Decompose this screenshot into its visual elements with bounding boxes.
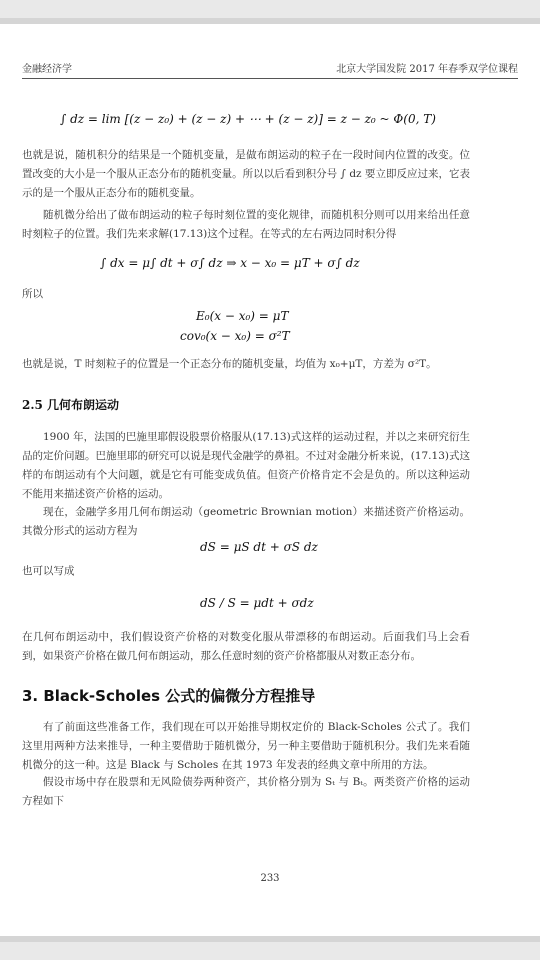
paragraph-6: 现在，金融学多用几何布朗运动（geometric Brownian motion）来描述资产价格运动。其微分形式的运动方程为 xyxy=(22,506,470,537)
header-left: 金融经济学 xyxy=(22,64,72,75)
equation-3b: cov₀(x − x₀) = σ²T xyxy=(180,329,290,343)
equation-3a: E₀(x − x₀) = μT xyxy=(196,309,289,323)
running-header xyxy=(22,60,518,79)
equation-1: ∫ dz = lim [(z − z₀) + (z − z) + ⋯ + (z − z)] = z − z₀ ~ Φ(0, T) xyxy=(60,112,436,126)
header-right: 北京大学国发院 2017 年春季双学位课程 xyxy=(336,64,518,75)
paragraph-8: 在几何布朗运动中，我们假设资产价格的对数变化服从带漂移的布朗运动。后面我们马上会看到，如果资产价格在做几何布朗运动，那么任意时刻的资产价格都服从对数正态分布。 xyxy=(22,631,470,662)
equation-2: ∫ dx = μ∫ dt + σ∫ dz ⇒ x − x₀ = μT + σ∫ dz xyxy=(100,256,360,270)
equation-4: dS = μS dt + σS dz xyxy=(200,540,318,554)
paragraph-2: 随机微分给出了做布朗运动的粒子每时刻位置的变化规律，而随机积分则可以用来给出任意时刻粒子的位置。我们先来求解(17.13)这个过程。在等式的左右两边同时积分得 xyxy=(22,209,470,240)
paragraph-1: 也就是说，随机积分的结果是一个随机变量，是做布朗运动的粒子在一段时间内位置的改变。位置改变的大小是一个服从正态分布的随机变量。所以以后看到积分号 ∫ dz 要立即反应过来，它表示的是一个服从正态分布的随机变量。 xyxy=(22,149,470,199)
paragraph-3: 所以 xyxy=(22,288,43,300)
equation-5: dS / S = μdt + σdz xyxy=(200,596,314,610)
paragraph-10: 假设市场中存在股票和无风险债券两种资产，其价格分别为 Sₜ 与 Bₜ。两类资产价格的运动方程如下 xyxy=(22,776,470,807)
paragraph-9: 有了前面这些准备工作，我们现在可以开始推导期权定价的 Black-Scholes 公式了。我们这里用两种方法来推导，一种主要借助于随机微分，另一种主要借助于随机积分。我们先来看随机微分的这一种。这是 Black 与 Scholes 在其 1973 年发表的经典文章中所用的方法。 xyxy=(22,721,470,771)
section-heading-3: 3. Black-Scholes 公式的偏微分方程推导 xyxy=(22,687,316,705)
page-number: 233 xyxy=(260,873,280,884)
paragraph-7: 也可以写成 xyxy=(22,565,75,577)
bottom-gutter-bar xyxy=(0,936,540,942)
paragraph-4: 也就是说，T 时刻粒子的位置是一个正态分布的随机变量，均值为 x₀+μT，方差为 σ²T。 xyxy=(22,358,437,370)
section-heading-2-5: 2.5 几何布朗运动 xyxy=(22,398,120,412)
paragraph-5: 1900 年，法国的巴施里耶假设股票价格服从(17.13)式这样的运动过程，并以之来研究衍生品的定价问题。巴施里耶的研究可以说是现代金融学的鼻祖。不过对金融分析来说，(17.13)式这样的布朗运动有个大问题，就是它有可能变成负值。但资产价格肯定不会是负的。所以这种运动不能用来描述资产价格的运动。 xyxy=(22,431,470,500)
